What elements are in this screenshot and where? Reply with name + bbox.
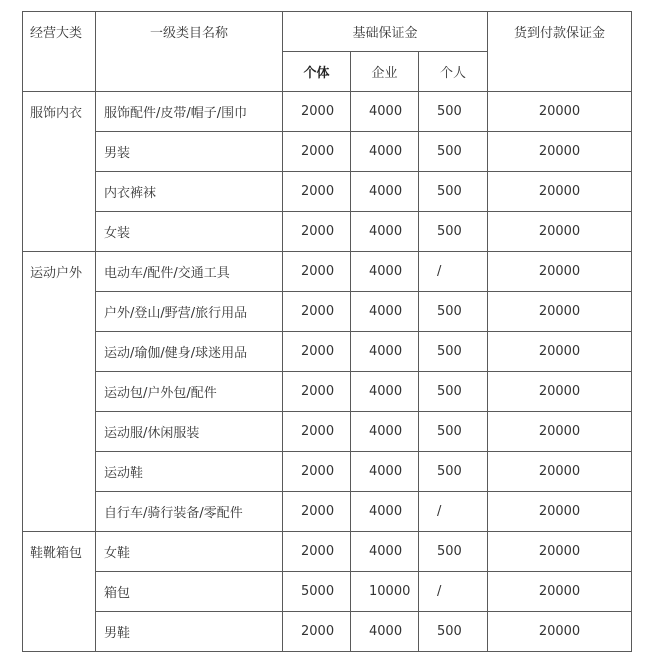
cod-cell: 20000 [488,492,632,532]
table-row [23,332,632,372]
cod-cell: 20000 [488,332,632,372]
category-name-cell: 户外/登山/野营/旅行用品 [96,292,283,332]
table-row [23,212,632,252]
deposit-table [22,11,632,652]
enterprise-cell: 4000 [351,292,419,332]
individual-business-cell: 2000 [283,412,351,452]
cod-cell: 20000 [488,372,632,412]
table-body [23,92,632,652]
cod-cell: 20000 [488,532,632,572]
table-row [23,572,632,612]
individual-business-cell: 2000 [283,132,351,172]
table-row [23,412,632,452]
enterprise-cell: 4000 [351,132,419,172]
category-name-cell: 运动鞋 [96,452,283,492]
enterprise-cell: 4000 [351,252,419,292]
enterprise-cell: 10000 [351,572,419,612]
enterprise-cell: 4000 [351,412,419,452]
category-name-cell: 运动服/休闲服装 [96,412,283,452]
table-row [23,452,632,492]
individual-business-cell: 2000 [283,332,351,372]
enterprise-cell: 4000 [351,452,419,492]
category-name-cell: 箱包 [96,572,283,612]
table-row [23,612,632,652]
table-row [23,532,632,572]
individual-cell: 500 [419,212,488,252]
individual-cell: 500 [419,452,488,492]
category-cell: 运动户外 [23,252,96,532]
table-row [23,92,632,132]
enterprise-cell: 4000 [351,92,419,132]
enterprise-cell: 4000 [351,532,419,572]
individual-business-cell: 2000 [283,292,351,332]
individual-cell: / [419,252,488,292]
individual-business-cell: 2000 [283,452,351,492]
individual-business-cell: 2000 [283,372,351,412]
header-base-deposit: 基础保证金 [283,12,488,52]
category-name-cell: 男鞋 [96,612,283,652]
header-cod-deposit: 货到付款保证金 [488,12,632,92]
cod-cell: 20000 [488,92,632,132]
cod-cell: 20000 [488,612,632,652]
individual-cell: 500 [419,292,488,332]
header-row-1 [23,12,632,52]
individual-business-cell: 2000 [283,492,351,532]
table-row [23,492,632,532]
category-name-cell: 男装 [96,132,283,172]
cod-cell: 20000 [488,172,632,212]
cod-cell: 20000 [488,252,632,292]
individual-cell: 500 [419,372,488,412]
individual-business-cell: 2000 [283,172,351,212]
individual-cell: 500 [419,532,488,572]
table-continuation-line [22,651,631,652]
table-row [23,292,632,332]
enterprise-cell: 4000 [351,172,419,212]
table-row [23,172,632,212]
individual-business-cell: 2000 [283,532,351,572]
table-row [23,132,632,172]
individual-business-cell: 2000 [283,92,351,132]
header-category: 经营大类 [23,12,96,92]
individual-cell: 500 [419,132,488,172]
cod-cell: 20000 [488,212,632,252]
category-name-cell: 运动/瑜伽/健身/球迷用品 [96,332,283,372]
enterprise-cell: 4000 [351,372,419,412]
individual-cell: 500 [419,172,488,212]
category-name-cell: 女装 [96,212,283,252]
category-name-cell: 电动车/配件/交通工具 [96,252,283,292]
table-row [23,252,632,292]
cod-cell: 20000 [488,452,632,492]
individual-business-cell: 2000 [283,212,351,252]
enterprise-cell: 4000 [351,332,419,372]
individual-cell: 500 [419,612,488,652]
table-row [23,372,632,412]
cod-cell: 20000 [488,132,632,172]
cod-cell: 20000 [488,412,632,452]
cod-cell: 20000 [488,572,632,612]
header-individual: 个人 [419,52,488,92]
header-individual-business: 个体 [283,52,351,92]
category-cell: 服饰内衣 [23,92,96,252]
enterprise-cell: 4000 [351,492,419,532]
individual-cell: 500 [419,332,488,372]
individual-cell: 500 [419,412,488,452]
individual-business-cell: 2000 [283,252,351,292]
category-name-cell: 内衣裤袜 [96,172,283,212]
individual-cell: / [419,492,488,532]
category-name-cell: 女鞋 [96,532,283,572]
individual-cell: / [419,572,488,612]
individual-cell: 500 [419,92,488,132]
individual-business-cell: 5000 [283,572,351,612]
header-level1-name: 一级类目名称 [96,12,283,92]
individual-business-cell: 2000 [283,612,351,652]
category-name-cell: 服饰配件/皮带/帽子/围巾 [96,92,283,132]
header-enterprise: 企业 [351,52,419,92]
category-name-cell: 运动包/户外包/配件 [96,372,283,412]
category-name-cell: 自行车/骑行装备/零配件 [96,492,283,532]
enterprise-cell: 4000 [351,212,419,252]
cod-cell: 20000 [488,292,632,332]
category-cell: 鞋靴箱包 [23,532,96,652]
enterprise-cell: 4000 [351,612,419,652]
